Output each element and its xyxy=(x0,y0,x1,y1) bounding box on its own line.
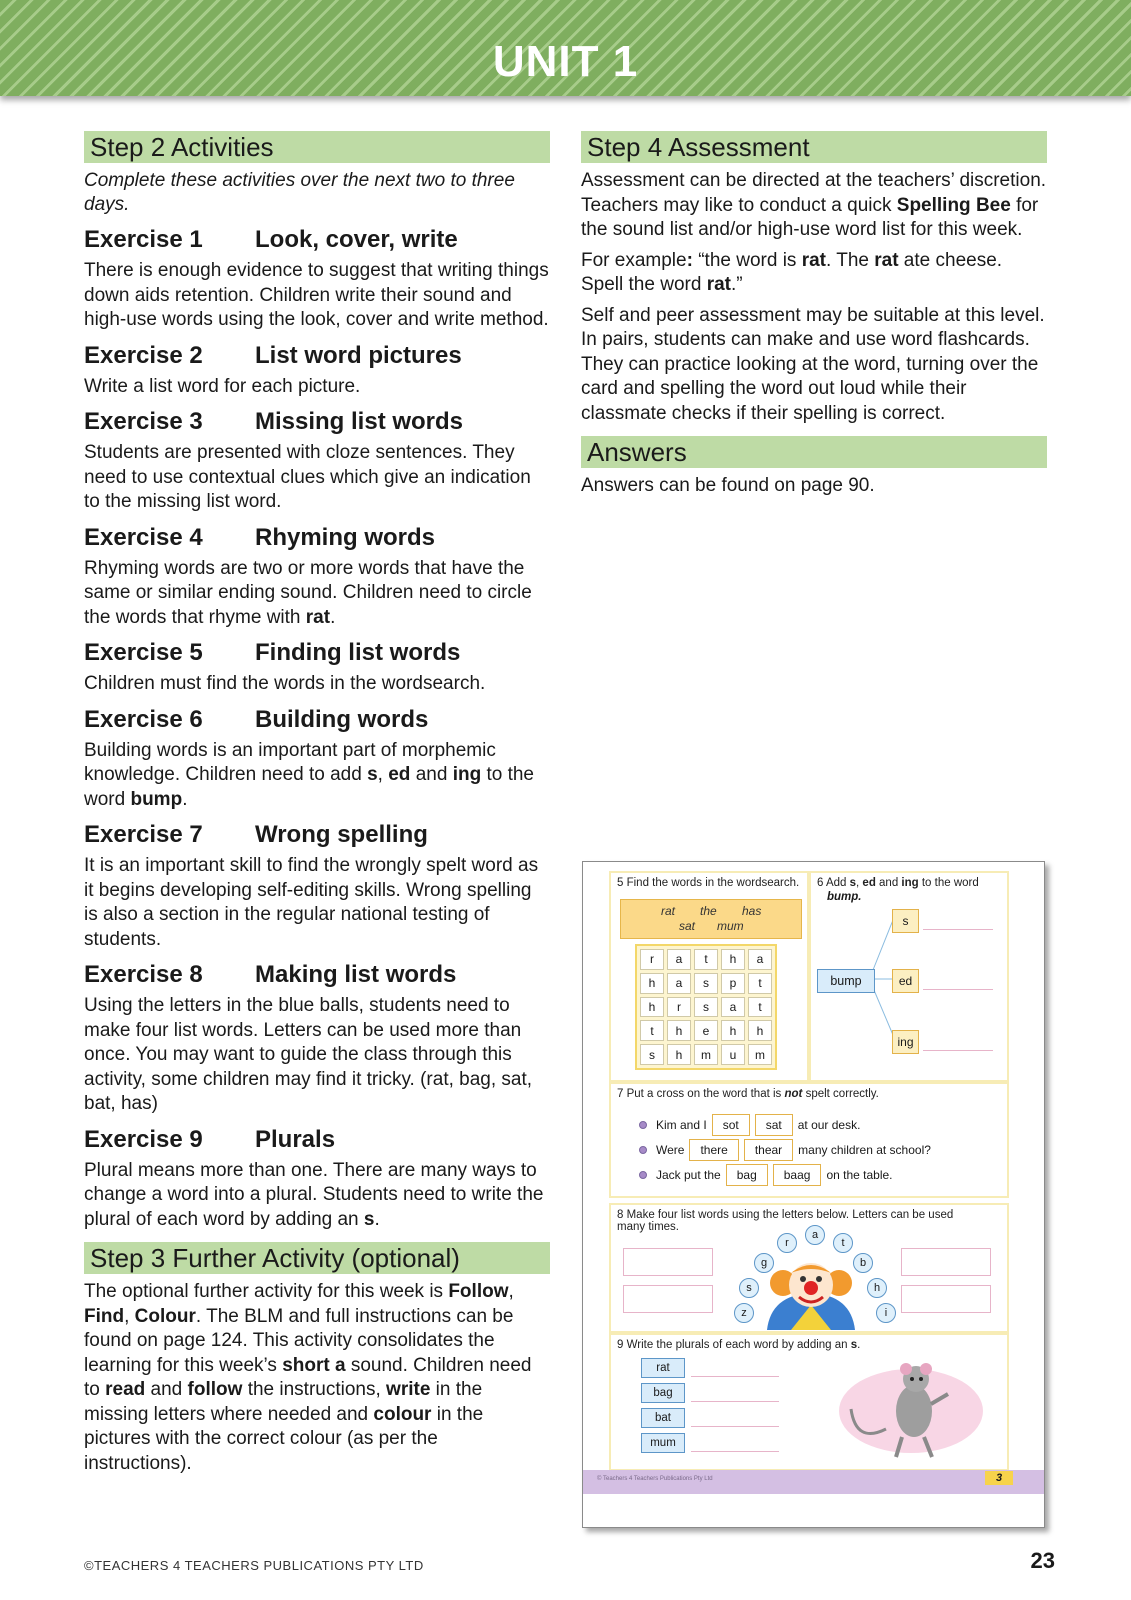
answers-text: Answers can be found on page 90. xyxy=(581,475,875,496)
answer-line xyxy=(691,1426,779,1427)
answer-box xyxy=(623,1248,713,1276)
word-item: mum xyxy=(717,919,744,933)
left-column xyxy=(84,131,550,1482)
grid-cell: s xyxy=(640,1044,664,1065)
exercise-title: Plurals xyxy=(255,1125,336,1153)
exercise-title: Finding list words xyxy=(255,639,461,666)
grid-cell: s xyxy=(694,973,718,994)
worksheet-thumbnail xyxy=(582,861,1045,1528)
worksheet-footer-note: © Teachers 4 Teachers Publications Pty Ltd xyxy=(597,1476,713,1482)
wordsearch-grid xyxy=(635,944,777,1070)
word-item: the xyxy=(700,904,717,918)
exercise-title: Building words xyxy=(255,705,429,733)
exercise-number: Exercise 9 xyxy=(84,1125,203,1153)
exercise-body: Children must find the words in the wordsearch. xyxy=(84,673,486,694)
grid-cell: h xyxy=(640,973,664,994)
grid-cell: e xyxy=(694,1020,718,1041)
wrong-spelling-panel xyxy=(609,1082,1009,1198)
exercise-number: Exercise 6 xyxy=(84,705,203,733)
rat-icon xyxy=(836,1349,986,1464)
exercise-heading xyxy=(84,960,550,990)
exercise-title: List word pictures xyxy=(255,341,462,369)
exercise-body: Using the letters in the blue balls, students need to make four list words. Letters can be used more than once. You may want to guide the class through this activity, some children may find it tricky. (rat, bag, sat, bat, has) xyxy=(84,995,533,1114)
grid-cell: u xyxy=(721,1044,745,1065)
grid-cell: h xyxy=(640,997,664,1018)
peer-assessment-paragraph: Self and peer assessment may be suitable at this level. In pairs, students can make and use word flashcards. They can practice looking at the word, turning over the card and spelling the word out loud while their classmate checks if their spelling is correct. xyxy=(581,304,1045,424)
exercise-number: Exercise 3 xyxy=(84,408,203,435)
bullet-icon xyxy=(639,1146,647,1154)
grid-cell: h xyxy=(748,1020,772,1041)
exercise-heading xyxy=(84,820,550,850)
grid-cell: m xyxy=(694,1044,718,1065)
exercise-heading xyxy=(84,705,550,735)
grid-cell: h xyxy=(667,1020,691,1041)
exercise-body: Rhyming words are two or more words that have the same or similar ending sound. Children need to circle the words that rhyme with rat. xyxy=(84,557,532,628)
exercise-number: Exercise 7 xyxy=(84,821,203,848)
grid-cell: r xyxy=(667,997,691,1018)
letter-ball: r xyxy=(777,1233,797,1253)
answer-line xyxy=(691,1451,779,1452)
exercise-heading xyxy=(84,523,550,553)
q7-row: Kim and I sot sat at our desk. xyxy=(639,1114,860,1136)
grid-cell: r xyxy=(640,949,664,970)
right-column xyxy=(581,131,1047,505)
grid-cell: t xyxy=(748,997,772,1018)
grid-cell: a xyxy=(721,997,745,1018)
making-words-panel xyxy=(609,1203,1009,1333)
plural-word: rat xyxy=(641,1358,685,1378)
exercise-body: Students are presented with cloze sentences. They need to use contextual clues which give an indication to the missing list word. xyxy=(84,442,531,512)
exercise-heading xyxy=(84,225,550,255)
worksheet-page-number: 3 xyxy=(985,1471,1013,1485)
answer-box xyxy=(901,1285,991,1313)
letter-ball: t xyxy=(833,1233,853,1253)
clown-icon xyxy=(761,1255,861,1330)
answer-line xyxy=(691,1401,779,1402)
example-paragraph: For example: “the word is rat. The rat ate cheese. Spell the word rat.” xyxy=(581,249,1003,295)
exercise-title: Rhyming words xyxy=(255,523,436,551)
word-choice: thear xyxy=(744,1139,793,1161)
suffix-box: ed xyxy=(892,969,919,993)
letter-ball: b xyxy=(853,1253,873,1273)
step3-body: The optional further activity for this week is Follow, Find, Colour. The BLM and full instructions can be found on page 124. This activity consolidates the learning for this week’s short a sound. Children need to read and follow the instructions, write in the missing letters where needed and colour in the pictures with the correct colour (as per the instructions). xyxy=(84,1281,532,1474)
exercise-heading xyxy=(84,341,550,371)
answer-box xyxy=(901,1248,991,1276)
exercise-body: It is an important skill to find the wrongly spelt word as it begins developing self-editing skills. Wrong spelling is also a section in the regular national testing of students. xyxy=(84,855,539,950)
exercise-number: Exercise 4 xyxy=(84,523,203,551)
exercise-number: Exercise 2 xyxy=(84,341,203,369)
exercise-number: Exercise 1 xyxy=(84,226,203,253)
step3-heading: Step 3 Further Activity (optional) xyxy=(84,1242,550,1274)
suffix-box: ing xyxy=(892,1030,919,1054)
exercise-title: Wrong spelling xyxy=(255,821,428,848)
grid-cell: h xyxy=(667,1044,691,1065)
letter-ball: i xyxy=(876,1303,896,1323)
plurals-panel xyxy=(609,1333,1009,1471)
exercise-body: There is enough evidence to suggest that writing things down aids retention. Children write their sound and high-use words using the look, cover and write method. xyxy=(84,260,549,330)
word-item: has xyxy=(742,904,762,918)
answer-line xyxy=(923,929,993,930)
q9-title: 9 Write the plurals of each word by adding an s. xyxy=(617,1339,861,1351)
wordsearch-panel xyxy=(609,871,809,1082)
q7-title: 7 Put a cross on the word that is not spelt correctly. xyxy=(617,1088,879,1100)
word-choice: sot xyxy=(712,1114,750,1136)
grid-cell: a xyxy=(748,949,772,970)
exercise-number: Exercise 8 xyxy=(84,961,203,988)
grid-cell: h xyxy=(721,1020,745,1041)
bullet-icon xyxy=(639,1171,647,1179)
exercise-title: Look, cover, write xyxy=(255,226,458,253)
q5-title: 5 Find the words in the wordsearch. xyxy=(617,877,800,889)
exercise-body: Write a list word for each picture. xyxy=(84,375,361,397)
grid-cell: t xyxy=(640,1020,664,1041)
answer-line xyxy=(923,989,993,990)
letter-ball: g xyxy=(754,1253,774,1273)
q7-row: Were there thear many children at school? xyxy=(639,1139,931,1161)
plural-word: mum xyxy=(641,1433,685,1453)
suffix-box: s xyxy=(892,909,919,933)
word-choice: sat xyxy=(755,1114,793,1136)
word-choice: baag xyxy=(773,1164,822,1186)
footer-copyright: ©TEACHERS 4 TEACHERS PUBLICATIONS PTY LTD xyxy=(84,1558,424,1573)
page-number: 23 xyxy=(1030,1548,1055,1573)
answer-line xyxy=(923,1050,993,1051)
grid-cell: t xyxy=(694,949,718,970)
grid-cell: m xyxy=(748,1044,772,1065)
exercise-heading xyxy=(84,638,550,668)
answer-box xyxy=(623,1285,713,1313)
unit-banner xyxy=(0,0,1131,96)
word-item: sat xyxy=(679,919,696,933)
plural-word: bat xyxy=(641,1408,685,1428)
exercise-title: Making list words xyxy=(255,961,457,988)
q6-title: 6 Add s, ed and ing to the word xyxy=(817,877,979,889)
letter-ball: a xyxy=(805,1225,825,1245)
answers-heading: Answers xyxy=(581,436,1047,468)
exercise-heading xyxy=(84,407,550,437)
bullet-icon xyxy=(639,1121,647,1129)
step4-heading: Step 4 Assessment xyxy=(581,131,1047,163)
step2-intro: Complete these activities over the next two to three days. xyxy=(84,170,515,215)
grid-cell: p xyxy=(721,973,745,994)
exercise-title: Missing list words xyxy=(255,408,464,435)
grid-cell: s xyxy=(694,997,718,1018)
answer-line xyxy=(691,1376,779,1377)
base-word-box: bump xyxy=(817,969,875,993)
q8-title: 8 Make four list words using the letters below. Letters can be used many times. xyxy=(617,1209,954,1233)
word-choice: there xyxy=(689,1139,738,1161)
unit-title: UNIT 1 xyxy=(492,37,639,86)
worksheet-footer-strip xyxy=(583,1470,1044,1494)
q7-row: Jack put the bag baag on the table. xyxy=(639,1164,893,1186)
q6-word: bump. xyxy=(827,891,862,903)
grid-cell: t xyxy=(748,973,772,994)
step2-heading: Step 2 Activities xyxy=(84,131,550,163)
exercise-heading xyxy=(84,1125,550,1155)
letter-ball: s xyxy=(739,1278,759,1298)
grid-cell: a xyxy=(667,973,691,994)
grid-cell: h xyxy=(721,949,745,970)
wordsearch-word-box xyxy=(620,899,802,939)
building-words-panel xyxy=(809,871,1009,1082)
letter-ball: h xyxy=(867,1278,887,1298)
word-item: rat xyxy=(661,904,676,918)
word-choice: bag xyxy=(726,1164,768,1186)
grid-cell: a xyxy=(667,949,691,970)
exercise-body: Plural means more than one. There are many ways to change a word into a plural. Students need to write the plural of each word by adding an s. xyxy=(84,1159,544,1230)
exercise-number: Exercise 5 xyxy=(84,639,203,666)
exercise-body: Building words is an important part of morphemic knowledge. Children need to add s, ed and ing to the word bump. xyxy=(84,739,535,810)
letter-ball: z xyxy=(734,1303,754,1323)
plural-word: bag xyxy=(641,1383,685,1403)
assessment-paragraph: Assessment can be directed at the teachers’ discretion. Teachers may like to conduct a quick Spelling Bee for the sound list and/or high-use word list for this week. xyxy=(581,170,1047,240)
